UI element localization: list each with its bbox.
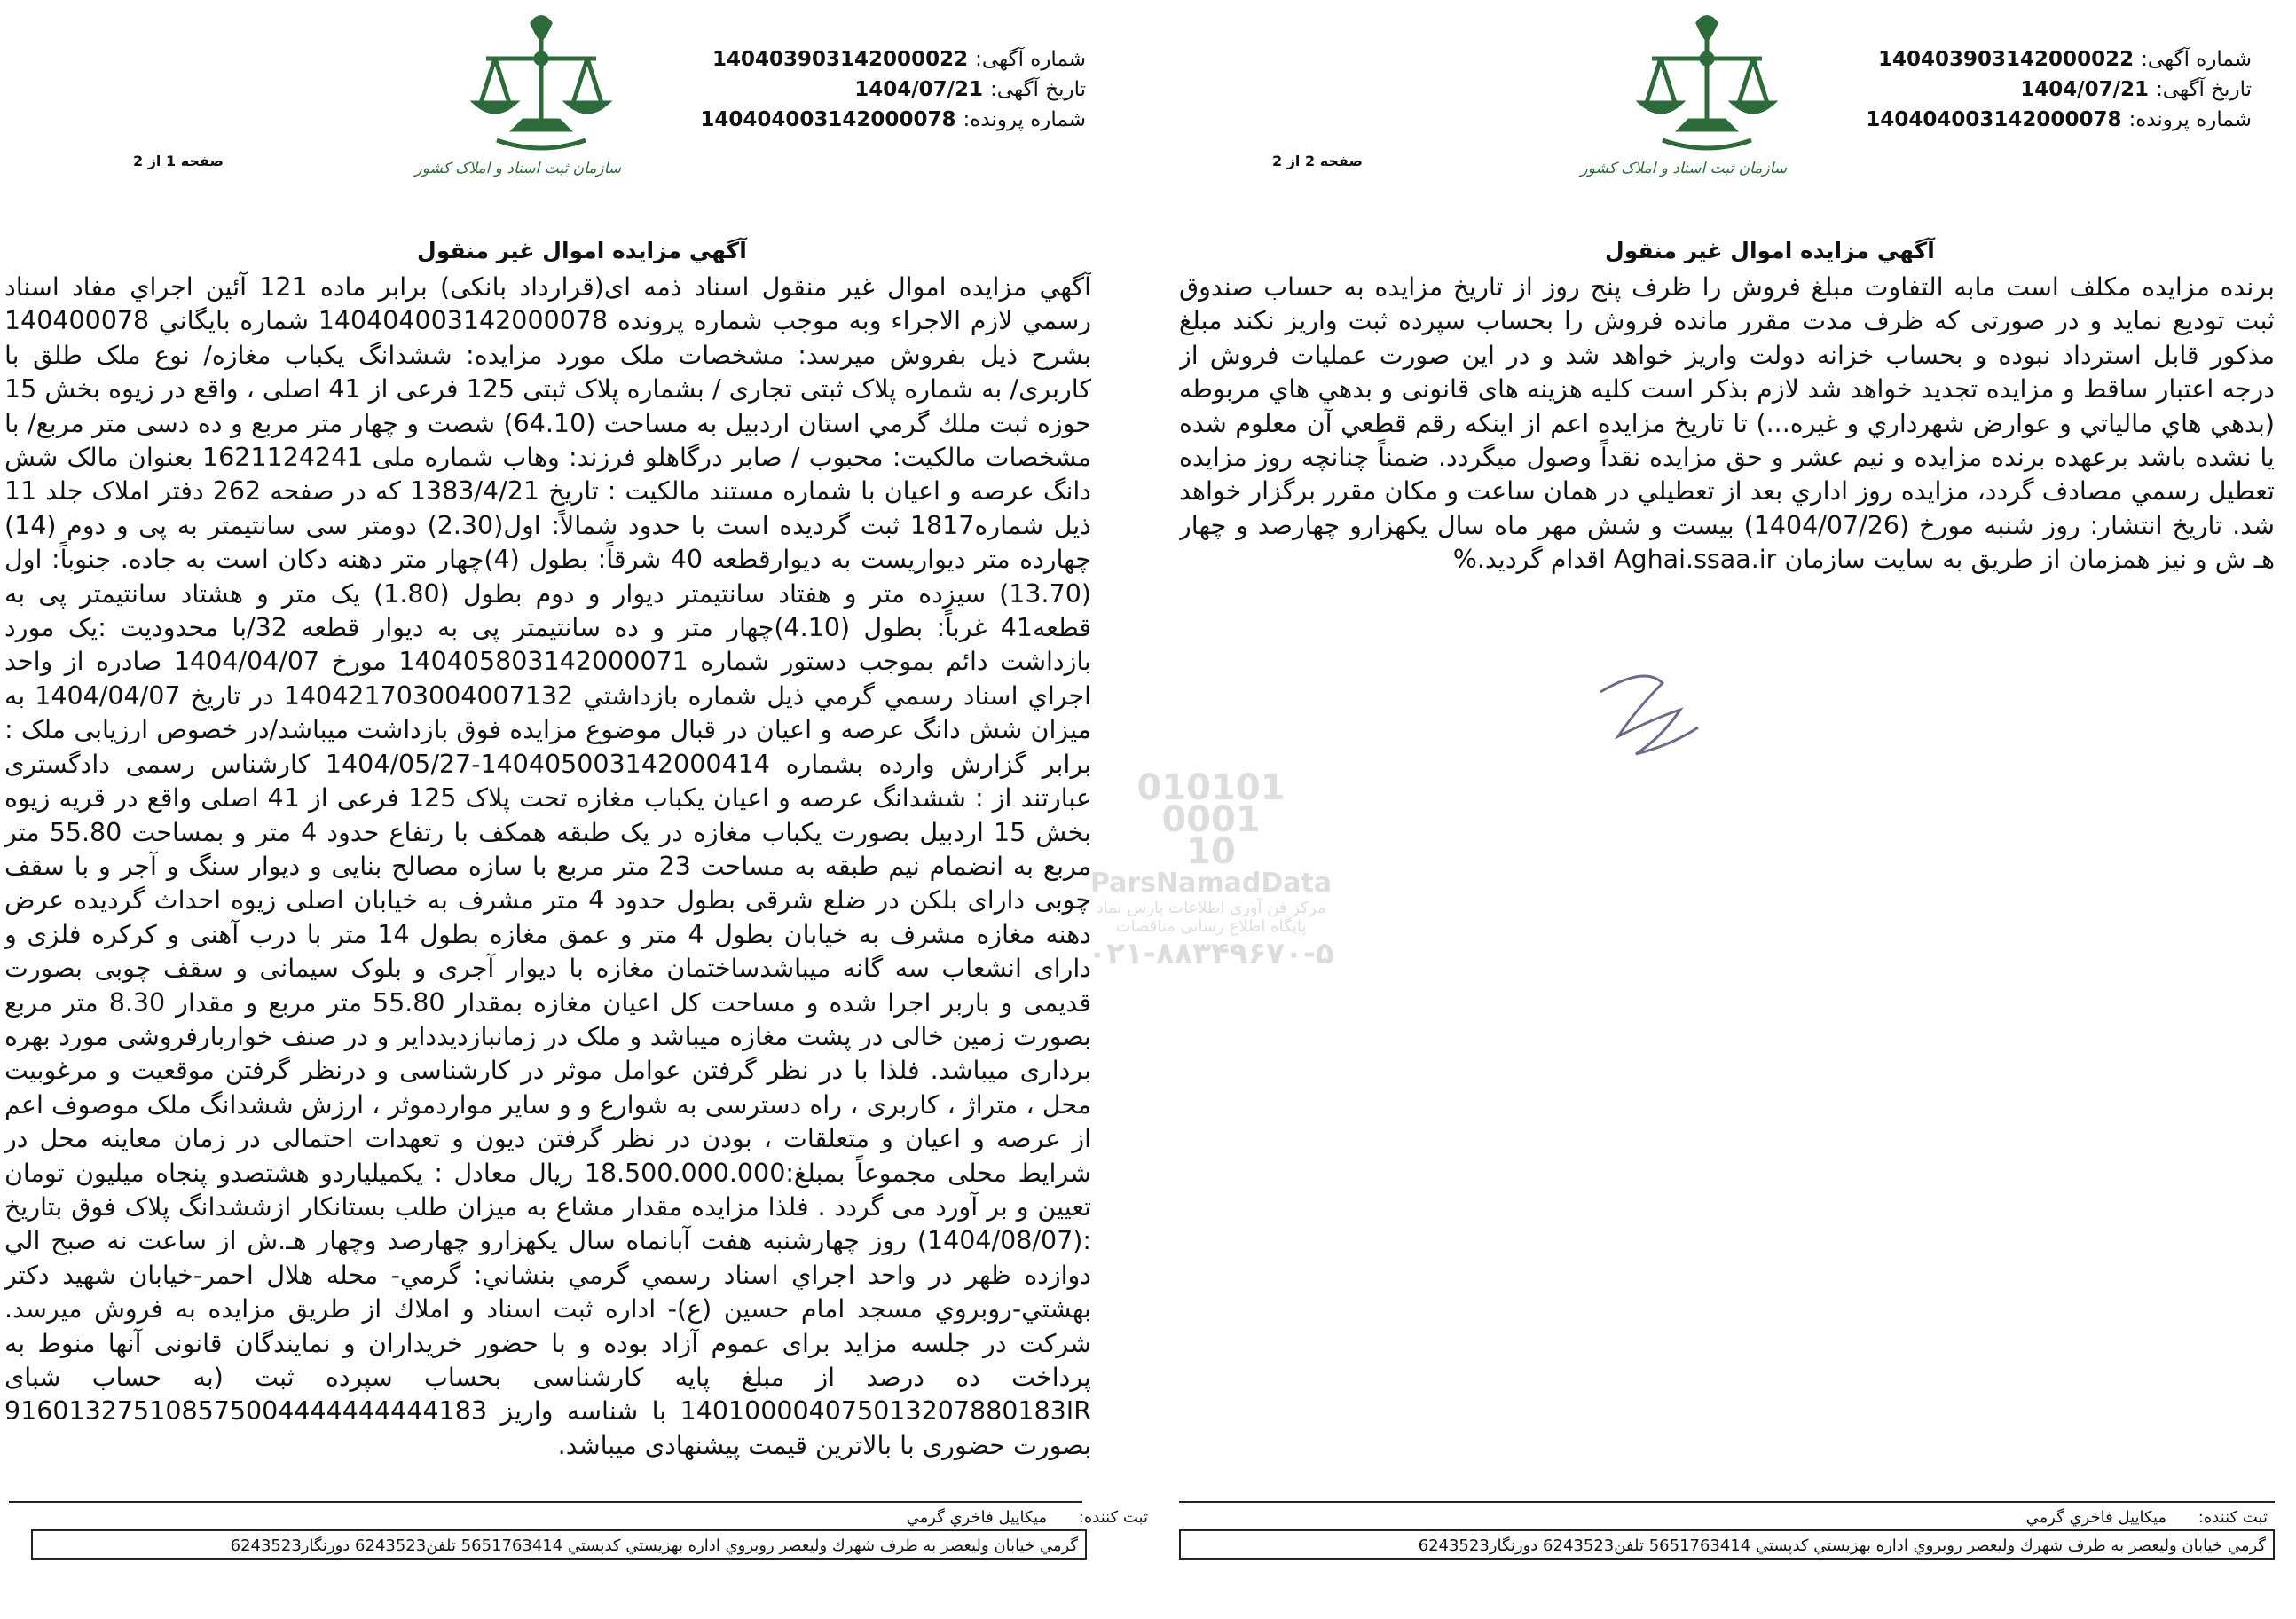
watermark-tagline-1: مرکز فن آوری اطلاعات پارس نماد xyxy=(1096,899,1326,917)
signature-icon xyxy=(1583,656,1716,772)
page-2 xyxy=(1148,0,2296,1619)
notice-info xyxy=(700,44,1086,135)
page-number: صفحه 2 از 2 xyxy=(1272,153,1363,169)
notice-body-text: آگهي مزايده اموال غير منقول اسناد ذمه ای(قرارداد بانکی) برابر ماده 121 آئين اجراي مفاد اسناد رسمي لازم الاجراء وبه موجب شماره پرونده 140404003142000078 شماره بايگاني 140400078 بشرح ذيل بفروش ميرسد: مشخصات ملک مورد مزايده: ششدانگ یکباب مغازه/ نوع ملک طلق با کاربری/ به شماره پلاک ثبتی تجاری / بشماره پلاک ثبتی 125 فرعی از 41 اصلی ، واقع در زیوه بخش 15 حوزه ثبت ملك گرمي استان اردبيل به مساحت (64.10) شصت و چهار متر مربع و ده دسی متر مربع/ با مشخصات مالکیت: محبوب / صابر درگاهلو فرزند: وهاب شماره ملی 1621124241 بعنوان مالک شش دانگ عرصه و اعیان با شماره مستند مالکیت : تاریخ 1383/4/21 که در صفحه 262 دفتر املاک جلد 11 ذیل شماره1817 ثبت گردیده است با حدود شمالاً: اول(2.30) دومتر سی سانتیمتر به پی و دوم (14) چهارده متر دیواریست به دیوارقطعه 40 شرقاً: بطول (4)چهار متر دهنه دکان است به جاده. جنوباً: اول (13.70) سیزده متر و هفتاد سانتیمتر دیوار و دوم بطول (1.80) یک متر و هشتاد سانتیمتر پی به قطعه41 غرباً: بطول (4.10)چهار متر و ده سانتیمتر پی به دیوار قطعه 32/با محدوديت :یک مورد بازداشت دائم بموجب دستور شماره 140405803142000071 مورخ 1404/04/07 صادره از واحد اجراي اسناد رسمي گرمي ذيل شماره بازداشتي 140421703004007132 در تاريخ 1404/04/07 به ميزان شش دانگ عرصه و اعيان در قبال موضوع مزايده فوق بازداشت ميباشد/در خصوص ارزيابی ملک : برابر گزارش وارده بشماره 140405003142000414-1404/05/27 کارشناس رسمی دادگستری عبارتند از : ششدانگ عرصه و اعیان یکباب مغازه تحت پلاک 125 فرعی از 41 اصلی واقع در قریه زیوه بخش 15 اردبیل بصورت یکباب مغازه در یک طبقه همکف با رتفاع حدود 4 متر و بمساحت 55.80 متر مربع به انضمام نیم طبقه به مساحت 23 متر مربع با سازه مصالح بنایی و دیوار سنگ و آجر و با سقف چوبی دارای بلکن در ضلع شرقی بطول حدود 4 متر مشرف به خیابان اصلی زیوه احداث گردیده عرض دهنه مغازه مشرف به خیابان بطول 4 متر و عمق مغازه بطول 14 متر با درب آهنی و کرکره فلزی و دارای انشعاب سه گانه میباشدساختمان مغازه با دیوار آجری و بلوک سیمانی و سقف چوبی بصورت قدیمی و باربر اجرا شده و مساحت کل اعیان مغازه بمقدار 55.80 متر مربع و مقدار 8.30 متر مربع بصورت زمین خالی در پشت مغازه میباشد و ملک در زمانبازدیددایر و در صنف خواربارفروشی مورد بهره برداری میباشد. فلذا با در نظر گرفتن عوامل موثر در کارشناسی و درنظر گرفتن موقعیت و مرغوبیت محل ، متراژ ، کاربری ، راه دسترسی به شوارع و و سایر مواردموثر ، ارزش ششدانگ ملک موصوف اعم از عرصه و اعیان و متعلقات ، بودن در نظر گرفتن دیون و تعهدات احتمالی در زمان معاینه محل در شرایط محلی مجموعاً بمبلغ:18.500.000.000 ريال معادل : یکمیلیاردو هشتصدو پنجاه میلیون تومان تعیین و بر آورد می گردد . فلذا مزایده مقدار مشاع به میزان طلب بستانکار ازششدانگ پلاک فوق بتاريخ :(1404/08/07) روز چهارشنبه هفت آبانماه سال یکهزارو چهارصد وچهار هـ.ش از ساعت نه صبح الي دوازده ظهر در واحد اجراي اسناد رسمي گرمي بنشاني: گرمي- محله هلال احمر-خيابان شهيد دکتر بهشتي-روبروي مسجد امام حسين (ع)- اداره ثبت اسناد و املاك از طريق مزايده به فروش ميرسد. شرکت در جلسه مزايد برای عموم آزاد بوده و با حضور خريداران و نمايندگان قانونی آنها منوط به پرداخت ده درصد از مبلغ پايه کارشناسی بحساب سپرده ثبت (به حساب شبای 140100004075013207880183IR با شناسه واریز 916013275108575004444444444183 بصورت حضوری با بالاترین قیمت پیشنهادی میباشد. xyxy=(4,272,1091,1460)
file-no: 140404003142000078 xyxy=(700,108,956,131)
office-address: گرمي خيابان وليعصر به طرف شهرك وليعصر روبروي اداره بهزيستي كدپستي 5651763414 تلفن6243523 دورنگار6243523 xyxy=(31,1529,1087,1560)
notice-title: آگهي مزايده اموال غير منقول xyxy=(417,238,747,263)
footer-divider xyxy=(9,1501,1082,1503)
footer-divider xyxy=(1179,1501,2275,1503)
notice-body xyxy=(4,271,1091,1504)
notice-date: 1404/07/21 xyxy=(2020,78,2150,101)
registrant xyxy=(1168,1508,2268,1527)
notice-title: آگهي مزايده اموال غير منقول xyxy=(1605,238,1935,263)
judiciary-emblem xyxy=(414,7,621,193)
file-no-label: شماره پرونده: xyxy=(2128,108,2252,131)
watermark-binary-3: 10 xyxy=(1186,831,1236,872)
watermark-brand: ParsNamadData xyxy=(1089,868,1333,899)
notice-date: 1404/07/21 xyxy=(854,78,984,101)
file-no-label: شماره پرونده: xyxy=(963,108,1086,131)
org-name: سازمان ثبت اسناد و املاک کشور xyxy=(414,160,621,177)
file-no: 140404003142000078 xyxy=(1866,108,2122,131)
registrant-name: میکاییل فاخري گرمي xyxy=(2025,1508,2167,1527)
scales-of-justice-icon xyxy=(1627,7,1787,158)
watermark-tagline-2: پایگاه اطلاع رسانی مناقصات xyxy=(1115,917,1307,936)
notice-no-label: شماره آگهی: xyxy=(975,48,1086,71)
office-address: گرمي خيابان وليعصر به طرف شهرك وليعصر روبروي اداره بهزيستي كدپستي 5651763414 تلفن6243523 دورنگار6243523 xyxy=(1179,1529,2275,1560)
notice-no: 140403903142000022 xyxy=(1878,48,2135,71)
registrant-label: ثبت کننده: xyxy=(2198,1508,2268,1527)
notice-date-label: تاریخ آگهی: xyxy=(2156,78,2252,101)
notice-no-label: شماره آگهی: xyxy=(2141,48,2252,71)
scales-of-justice-icon xyxy=(461,7,621,158)
org-name: سازمان ثبت اسناد و املاک کشور xyxy=(1580,160,1787,177)
watermark-phone: ۰۲۱-۸۸۳۴۹۶۷۰-۵ xyxy=(1088,936,1334,971)
watermark-binary-1: 010101 xyxy=(1136,767,1286,808)
notice-body-text: برنده مزايده مکلف است مابه التفاوت مبلغ فروش را ظرف پنج روز از تاريخ مزايده به حساب صندوق ثبت توديع نمايد و در صورتی که ظرف مدت مقرر مانده فروش را بحساب سپرده ثبت واريز نکند مبلغ مذکور قابل استرداد نبوده و بحساب خزانه دولت واريز خواهد شد و در اين صورت عمليات فروش از درجه اعتبار ساقط و مزايده تجديد خواهد شد لازم بذکر است کليه هزينه های قانونی و بدهي هاي مربوطه (بدهي هاي مالياتي و عوارض شهرداري و غيره...) تا تاريخ مزايده اعم از اينکه رقم قطعي آن معلوم شده يا نشده باشد برعهده برنده مزايده و نيم عشر و حق مزايده نقداً وصول ميگردد. ضمناً چنانچه روز مزايده تعطيل رسمي مصادف گردد، مزايده روز اداري بعد از تعطيلي در همان ساعت و مکان مقرر برگزار خواهد شد. تاريخ انتشار: روز شنبه مورخ (1404/07/26) بيست و شش مهر ماه سال يکهزارو چهارصد و چهار هـ ش و نيز همزمان از طريق به سايت سازمان Aghai.ssaa.ir اقدام گرديد.% xyxy=(1179,272,2275,575)
judiciary-emblem xyxy=(1580,7,1787,193)
notice-date-label: تاریخ آگهی: xyxy=(990,78,1086,101)
page-number: صفحه 1 از 2 xyxy=(133,153,224,169)
notice-info xyxy=(1866,44,2252,135)
watermark-binary-2: 0001 xyxy=(1161,799,1261,840)
registrant xyxy=(66,1508,1148,1527)
registrant-name: میکاییل فاخري گرمي xyxy=(906,1508,1048,1527)
notice-no: 140403903142000022 xyxy=(712,48,969,71)
registrant-label: ثبت کننده: xyxy=(1078,1508,1148,1527)
notice-body xyxy=(1179,271,2275,625)
